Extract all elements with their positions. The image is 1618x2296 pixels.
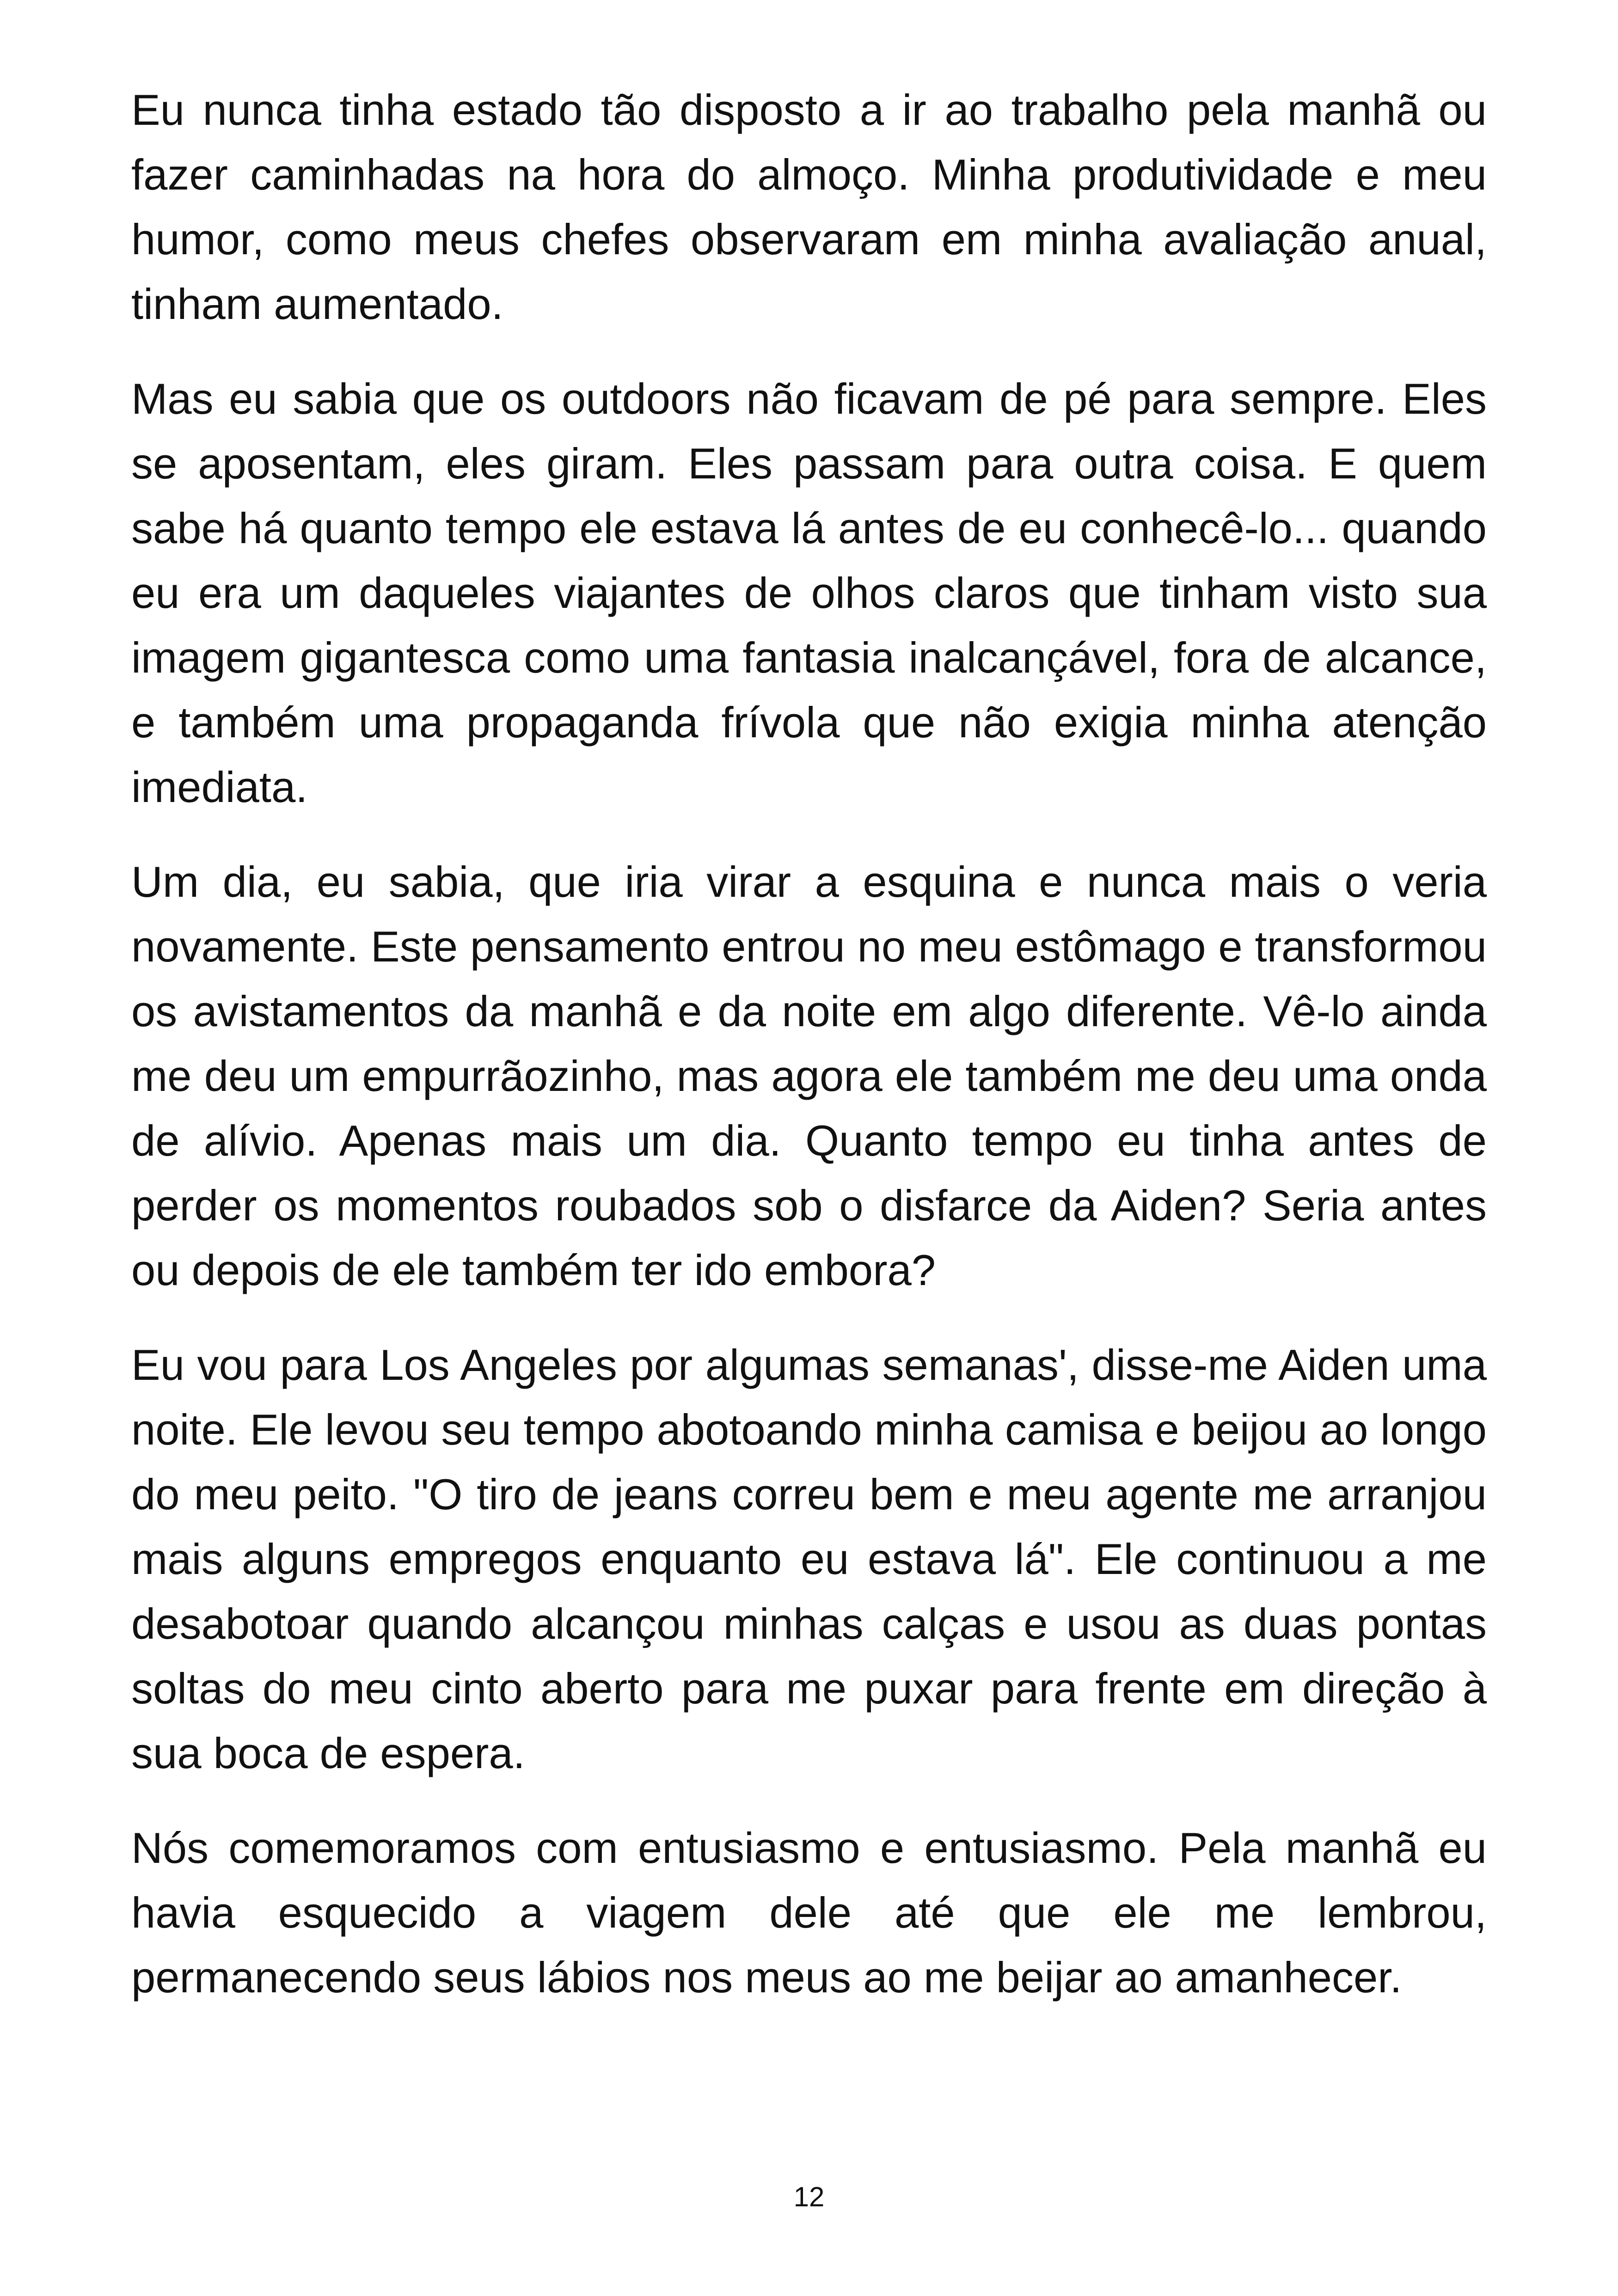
paragraph-3: Um dia, eu sabia, que iria virar a esquina e nunca mais o veria novamente. Este pensamento entrou no meu estômago e transformou os avistamentos da manhã e da noite em algo diferente. Vê-lo ainda me deu um empurrãozinho, mas agora ele também me deu uma onda de alívio. Apenas mais um dia. Quanto tempo eu tinha antes de perder os momentos roubados sob o disfarce da Aiden? Seria antes ou depois de ele também ter ido embora? — [131, 857, 1487, 1294]
paragraph-2: Mas eu sabia que os outdoors não ficavam de pé para sempre. Eles se aposentam, eles giram. Eles passam para outra coisa. E quem sabe há quanto tempo ele estava lá antes de eu conhecê-lo... quando eu era um daqueles viajantes de olhos claros que tinham visto sua imagem gigantesca como uma fantasia inalcançável, fora de alcance, e também uma propaganda frívola que não exigia minha atenção imediata. — [131, 374, 1487, 811]
text-body — [131, 78, 1487, 2040]
page-number: 12 — [793, 2181, 825, 2212]
paragraph-4: Eu vou para Los Angeles por algumas semanas', disse-me Aiden uma noite. Ele levou seu tempo abotoando minha camisa e beijou ao longo do meu peito. "O tiro de jeans correu bem e meu agente me arranjou mais alguns empregos enquanto eu estava lá". Ele continuou a me desabotoar quando alcançou minhas calças e usou as duas pontas soltas do meu cinto aberto para me puxar para frente em direção à sua boca de espera. — [131, 1341, 1487, 1777]
paragraph-1: Eu nunca tinha estado tão disposto a ir ao trabalho pela manhã ou fazer caminhadas na hora do almoço. Minha produtividade e meu humor, como meus chefes observaram em minha avaliação anual, tinham aumentado. — [131, 86, 1487, 328]
paragraph-5: Nós comemoramos com entusiasmo e entusiasmo. Pela manhã eu havia esquecido a viagem dele até que ele me lembrou, permanecendo seus lábios nos meus ao me beijar ao amanhecer. — [131, 1824, 1487, 2002]
